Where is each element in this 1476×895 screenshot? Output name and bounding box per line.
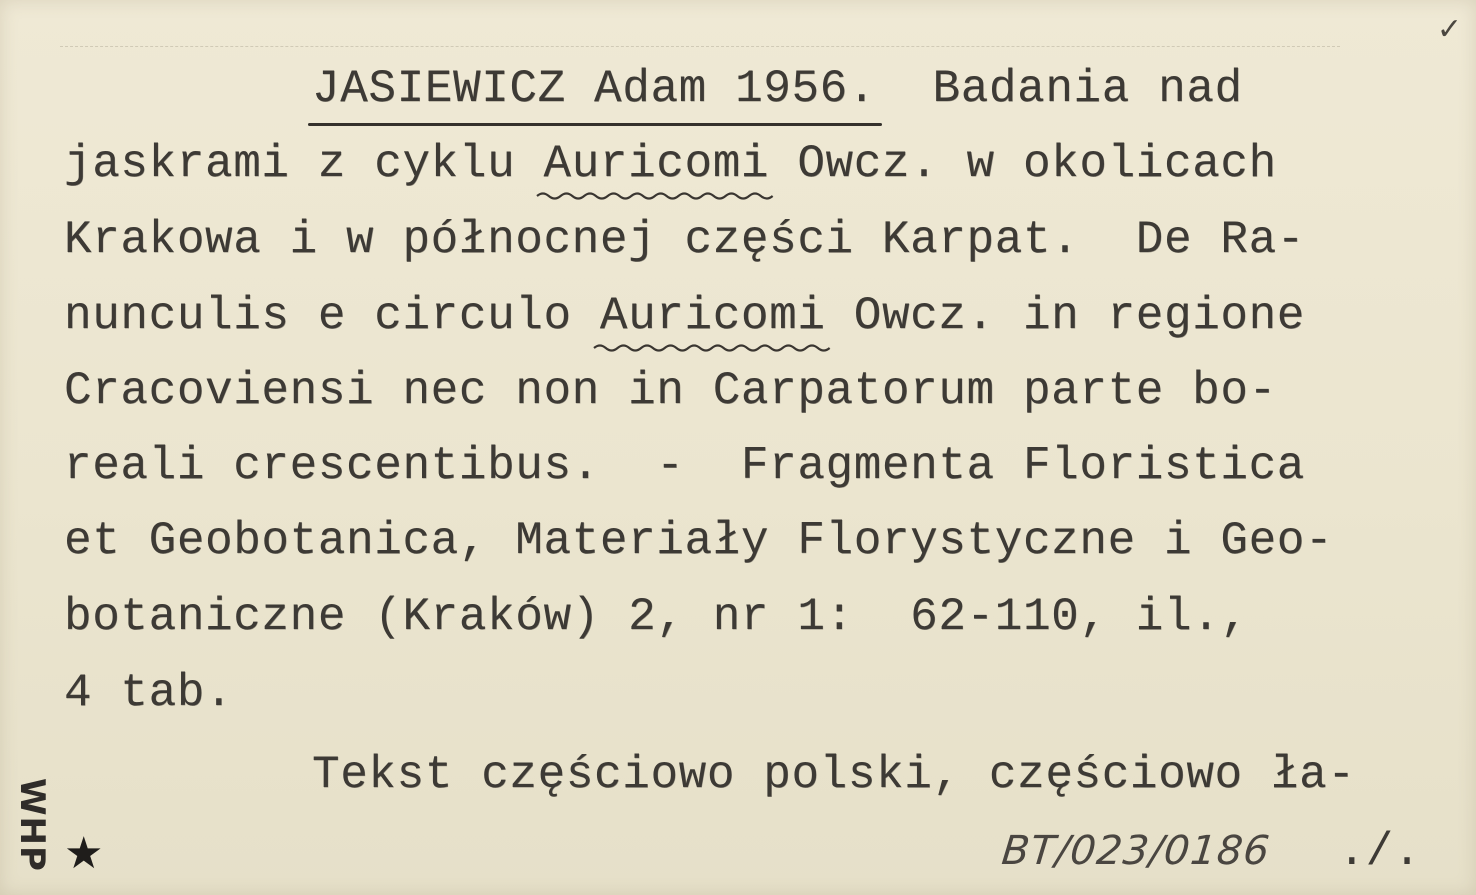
line4-pre: nunculis e circulo [64,290,600,342]
stamp-text: WHP [12,778,52,872]
card-line-2 [64,138,1277,190]
continuation-mark: ./. [1338,826,1421,878]
card-line-8: botaniczne (Kraków) 2, nr 1: 62-110, il., [64,591,1249,643]
wavy-underline [537,191,773,201]
taxon-text: Auricomi [543,138,770,190]
check-mark: ✓ [1436,12,1462,47]
line2-pre: jaskrami z cyklu [64,138,544,190]
wavy-underline [594,343,830,353]
taxon-text: Auricomi [599,290,826,342]
language-note: Tekst częściowo polski, częściowo ła- [312,749,1356,801]
card-line-1 [312,63,1243,115]
library-stamp [12,778,54,872]
card-line-5: Cracoviensi nec non in Carpatorum parte bo- [64,365,1277,417]
card-line-9: 4 tab. [64,667,234,719]
shelfmark: BT/023/0186 [999,828,1273,874]
card-line-6: reali crescentibus. - Fragmenta Floristica [64,440,1305,492]
title-start: Badania nad [876,63,1243,115]
card-line-3: Krakowa i w północnej części Karpat. De Ra- [64,214,1305,266]
line4-post: Owcz. in regione [825,290,1306,342]
card-edge-line [60,46,1340,48]
card-line-4 [64,290,1306,342]
author-heading: JASIEWICZ Adam 1956. [312,63,877,115]
taxon-name [543,138,770,190]
star-icon: ★ [64,828,104,879]
taxon-name [599,290,826,342]
line2-post: Owcz. w okolicach [769,138,1277,190]
card-line-7: et Geobotanica, Materiały Florystyczne i Geo- [64,515,1334,567]
